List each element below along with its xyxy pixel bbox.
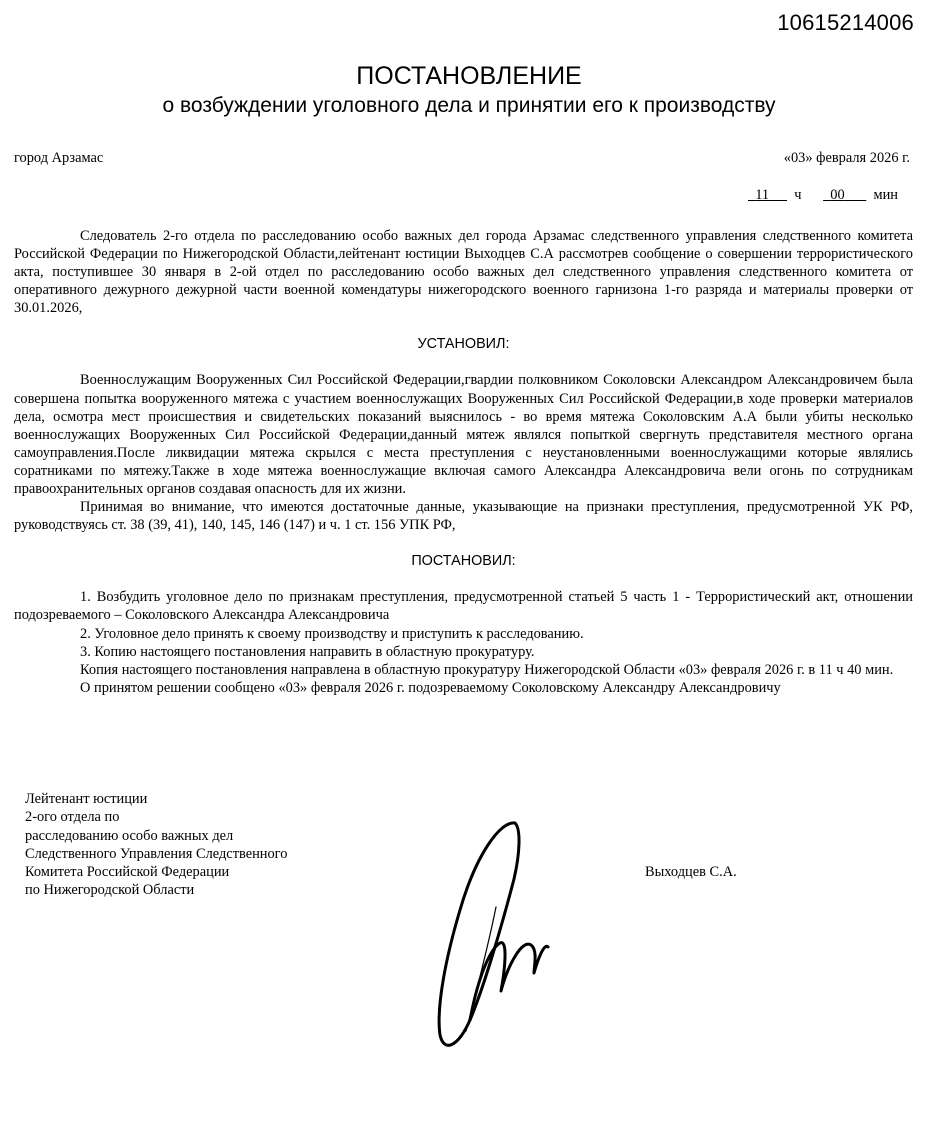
title-block bbox=[0, 60, 938, 120]
document-date: «03» февраля 2026 г. bbox=[783, 150, 910, 166]
resolved-item: О принятом решении сообщено «03» февраля 2026 г. подозреваемому Соколовскому Александру Александровичу bbox=[80, 679, 781, 696]
resolved-item: Копия настоящего постановления направлена в областную прокуратуру Нижегородской Области «03» февраля 2026 г. в 11 ч 40 мин. bbox=[80, 661, 894, 678]
resolved-item: 3. Копию настоящего постановления направить в областную прокуратуру. bbox=[80, 643, 535, 660]
time-minutes-unit: мин bbox=[873, 187, 898, 203]
position-line: 2-ого отдела по bbox=[25, 809, 120, 826]
document-number: 10615214006 bbox=[777, 10, 914, 35]
handwritten-signature bbox=[418, 815, 558, 1060]
document-title: ПОСТАНОВЛЕНИЕ bbox=[356, 62, 582, 90]
position-line: Следственного Управления Следственного bbox=[25, 845, 288, 862]
established-paragraph: Принимая во внимание, что имеются достаточные данные, указывающие на признаки преступления, предусмотренной УК РФ, руководствуясь ст. 38 (39, 41), 140, 145, 146 (147) и ч. 1 ст. 156 УПК РФ, bbox=[14, 499, 913, 534]
document-subtitle: о возбуждении уголовного дела и принятии его к производству bbox=[162, 94, 776, 117]
time-hours: 11 bbox=[755, 187, 770, 203]
established-paragraph: Военнослужащим Вооруженных Сил Российской Федерации,гвардии полковником Соколовски Александром Александровичем была совершена попытка вооруженного мятежа с участием военнослужащих Вооруженных Сил Российской Федерации,в ходе проверки материалов дела, осмотра мест происшествия и свидетельских показаний выяснилось - во время мятежа Соколовским А.А были убиты несколько военнослужащих Вооруженных Сил Российской Федерации,данный мятеж являлся попыткой свергнуть представителя местного органа самоуправления.После ликвидации мятежа скрылся с места преступления с неустановленными военнослужащими которые являлись соратниками по мятежу.Также в ходе мятежа военнослужащие включая самого Александра Александровича вели огонь по сотрудникам правоохранительных органов создавая опасность для их жизни. bbox=[14, 372, 913, 498]
place-date-row bbox=[14, 150, 912, 170]
time-row bbox=[748, 187, 898, 204]
document-body bbox=[14, 227, 913, 697]
time-hours-unit: ч bbox=[794, 187, 802, 203]
established-heading: УСТАНОВИЛ: bbox=[417, 336, 510, 353]
signatory-position bbox=[25, 790, 287, 900]
intro-paragraph: Следователь 2-го отдела по расследованию особо важных дел города Арзамас следственного управления следственного комитета Российской Федерации по Нижегородской Области,лейтенант юстиции Выходцев С.А рассмотрев сообщение о совершении террористического акта, поступившее 30 января в 2-ой отдел по расследованию особо важных дел следственного управления следственного комитета от оперативного дежурного дежурной части военной комендатуры нижегородского военного гарнизона 1-го разряда и материалы проверки от 30.01.2026, bbox=[14, 228, 913, 317]
resolved-item: 1. Возбудить уголовное дело по признакам преступления, предусмотренной статьей 5 часть 1 - Террористический акт, отношении подозреваемого – Соколовского Александра Александровича bbox=[14, 589, 913, 624]
city: город Арзамас bbox=[14, 150, 104, 166]
position-line: по Нижегородской Области bbox=[25, 882, 195, 899]
position-line: Комитета Российской Федерации bbox=[25, 864, 230, 881]
time-minutes: 00 bbox=[830, 187, 845, 203]
position-line: расследованию особо важных дел bbox=[25, 827, 234, 844]
position-line: Лейтенант юстиции bbox=[25, 791, 148, 807]
resolved-item: 2. Уголовное дело принять к своему производству и приступить к расследованию. bbox=[80, 625, 584, 642]
signatory-name: Выходцев С.А. bbox=[645, 864, 737, 880]
resolved-heading: ПОСТАНОВИЛ: bbox=[411, 553, 516, 570]
